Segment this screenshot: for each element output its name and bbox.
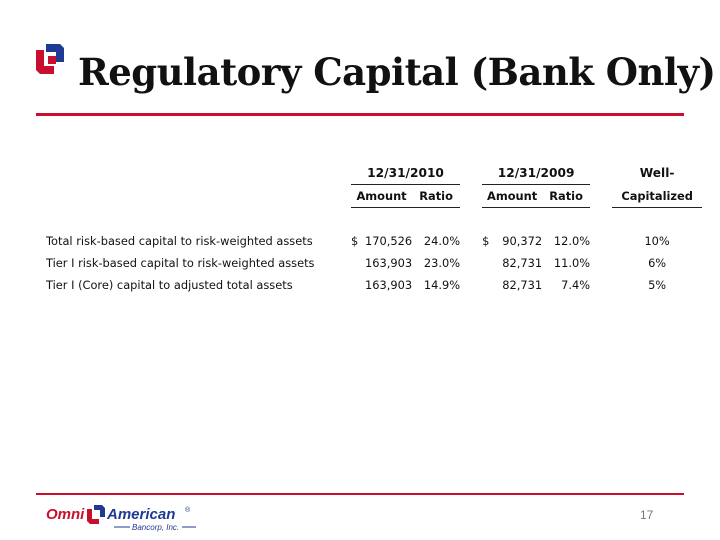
ratio-2009-header: Ratio [542, 185, 590, 208]
row-label: Tier I risk-based capital to risk-weighted assets [46, 256, 315, 270]
svg-text:American: American [107, 506, 176, 523]
svg-text:®: ® [185, 507, 191, 514]
well-capitalized-header-line2: Capitalized [612, 185, 702, 208]
amount-2010: 163,903 [365, 256, 413, 270]
currency-symbol [351, 274, 365, 296]
amount-2009: 82,731 [502, 256, 543, 270]
period-2010-header: 12/31/2010 [351, 162, 460, 185]
svg-text:Omni: Omni [46, 506, 85, 523]
table-header-columns [46, 185, 702, 208]
ratio-2010: 14.9% [423, 278, 461, 292]
row-label: Total risk-based capital to risk-weighted assets [46, 234, 313, 248]
table-row [46, 274, 702, 296]
well-capitalized-header-line1: Well- [639, 166, 675, 181]
ratio-2010-header: Ratio [412, 185, 460, 208]
table-row [46, 230, 702, 252]
logo-mark-icon [87, 505, 105, 524]
table-header-periods [46, 162, 702, 185]
currency-symbol [351, 252, 365, 274]
ratio-2009: 11.0% [553, 256, 591, 270]
amount-2010: 163,903 [365, 278, 413, 292]
table-row [46, 252, 702, 274]
well-capitalized-value: 10% [644, 234, 670, 248]
page-title: Regulatory Capital (Bank Only) [78, 50, 716, 94]
ratio-2009: 12.0% [553, 234, 591, 248]
well-capitalized-value: 6% [648, 256, 667, 270]
currency-symbol: $ [482, 234, 490, 248]
amount-2010-header: Amount [351, 185, 412, 208]
period-2009-header: 12/31/2009 [482, 162, 590, 185]
omniamerican-logo [44, 502, 214, 532]
regulatory-capital-table [46, 162, 702, 296]
amount-2010: 170,526 [365, 234, 413, 248]
currency-symbol: $ [351, 234, 359, 248]
svg-text:Bancorp, Inc.: Bancorp, Inc. [132, 523, 180, 532]
ratio-2010: 23.0% [423, 256, 461, 270]
ratio-2010: 24.0% [423, 234, 461, 248]
title-divider [36, 113, 684, 116]
ratio-2009: 7.4% [561, 278, 591, 292]
amount-2009: 82,731 [502, 278, 543, 292]
row-label: Tier I (Core) capital to adjusted total assets [46, 278, 293, 292]
page-number: 17 [640, 508, 654, 522]
currency-symbol [482, 274, 496, 296]
well-capitalized-value: 5% [648, 278, 667, 292]
amount-2009: 90,372 [502, 234, 543, 248]
currency-symbol [482, 252, 496, 274]
amount-2009-header: Amount [482, 185, 542, 208]
footer-divider [36, 493, 684, 495]
company-logo-icon [34, 42, 66, 76]
